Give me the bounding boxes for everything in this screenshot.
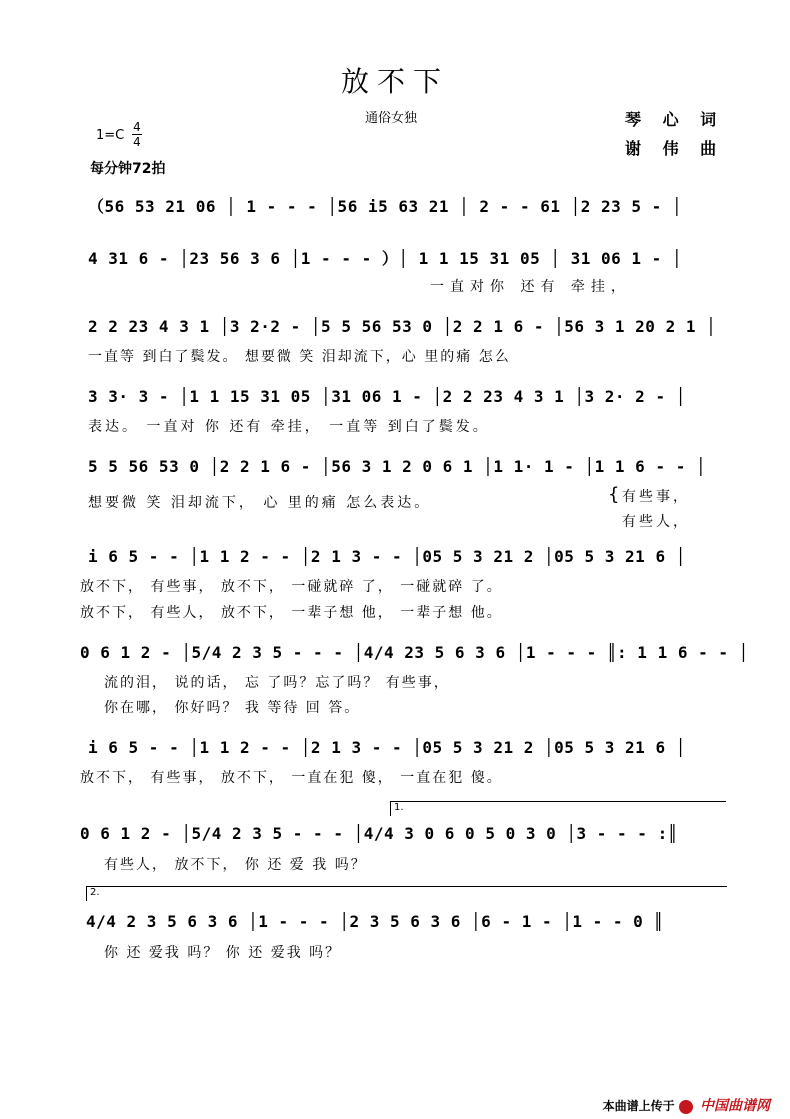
- lyric-row-3: 一直等 到白了鬓发。 想要微 笑 泪却流下，心 里的痛 怎么: [88, 349, 511, 365]
- footer: [603, 1095, 770, 1115]
- lyric-row-6-v2: 放不下， 有些人， 放不下， 一辈子想 他， 一辈子想 他。: [80, 605, 503, 621]
- notation-row-6: i 6 5 - - │1 1 2 - - │2 1 3 - - │05 5 3 21 2 │05 5 3 21 6 │: [88, 547, 686, 566]
- lyric-row-7-v1: 流的泪， 说的话， 忘 了吗？忘了吗？ 有些事，: [104, 675, 450, 691]
- footer-text: 本曲谱上传于: [602, 1099, 675, 1113]
- lyric-row-9: 有些人， 放不下， 你 还 爱 我 吗？: [104, 857, 367, 873]
- volta-2-label: 2.: [90, 887, 100, 898]
- time-signature-bottom: 4: [133, 135, 141, 149]
- tempo-marking: 每分钟72拍: [90, 161, 166, 177]
- lyric-row-8: 放不下， 有些事， 放不下， 一直在犯 傻， 一直在犯 傻。: [80, 770, 503, 786]
- notation-row-1: （56 53 21 06 │ 1 - - - │56 i5 63 21 │ 2 - - 61 │2 23 5 - │: [88, 197, 683, 216]
- c-logo-icon: [679, 1100, 693, 1114]
- volta-bracket-2: [86, 886, 727, 901]
- song-title: 放不下: [340, 65, 449, 98]
- notation-row-7: 0 6 1 2 - │5/4 2 3 5 - - - │4/4 23 5 6 3 6 │1 - - - ║: 1 1 6 - - │: [80, 643, 749, 662]
- notation-row-8: i 6 5 - - │1 1 2 - - │2 1 3 - - │05 5 3 21 2 │05 5 3 21 6 │: [88, 738, 686, 757]
- notation-row-3: 2 2 23 4 3 1 │3 2·2 - │5 5 56 53 0 │2 2 1 6 - │56 3 1 20 2 1 │: [88, 317, 717, 336]
- lyric-row-2: 一直对你 还有 牵挂，: [430, 279, 631, 295]
- composer-credit: 谢 伟 曲: [625, 139, 725, 158]
- brace: {: [608, 484, 626, 505]
- time-signature-top: 4: [133, 120, 141, 134]
- lyric-row-10: 你 还 爱我 吗？ 你 还 爱我 吗？: [104, 945, 342, 961]
- time-signature: [132, 121, 142, 148]
- notation-row-9: 0 6 1 2 - │5/4 2 3 5 - - - │4/4 3 0 6 0 5 0 3 0 │3 - - - :║: [80, 824, 678, 843]
- lyric-row-6-v1: 放不下， 有些事， 放不下， 一碰就碎 了， 一碰就碎 了。: [80, 579, 503, 595]
- lyric-row-7-v2: 你在哪， 你好吗？ 我 等待 回 答。: [104, 700, 361, 716]
- notation-row-2: 4 31 6 - │23 56 3 6 │1 - - - ）│ 1 1 15 31 05 │ 31 06 1 - │: [88, 249, 683, 268]
- volta-1-label: 1.: [394, 802, 404, 813]
- lyric-row-5-v2: 有些人，: [622, 514, 690, 530]
- volta-bracket-1: [390, 801, 726, 816]
- lyricist-credit: 琴 心 词: [625, 110, 725, 129]
- notation-row-10: 4/4 2 3 5 6 3 6 │1 - - - │2 3 5 6 3 6 │6 - 1 - │1 - - 0 ║: [86, 912, 664, 931]
- lyric-row-5: 想要微 笑 泪却流下， 心 里的痛 怎么表达。: [88, 495, 432, 511]
- site-logo[interactable]: 中国曲谱网: [700, 1098, 770, 1114]
- notation-row-4: 3 3· 3 - │1 1 15 31 05 │31 06 1 - │2 2 23 4 3 1 │3 2· 2 - │: [88, 387, 686, 406]
- key-signature: 1=C: [96, 128, 125, 143]
- lyric-row-5-v1: 有些事，: [622, 489, 690, 505]
- notation-row-5: 5 5 56 53 0 │2 2 1 6 - │56 3 1 2 0 6 1 │1 1· 1 - │1 1 6 - - │: [88, 457, 707, 476]
- lyric-row-4: 表达。 一直对 你 还有 牵挂， 一直等 到白了鬓发。: [88, 419, 490, 435]
- song-genre: 通俗女独: [365, 111, 418, 126]
